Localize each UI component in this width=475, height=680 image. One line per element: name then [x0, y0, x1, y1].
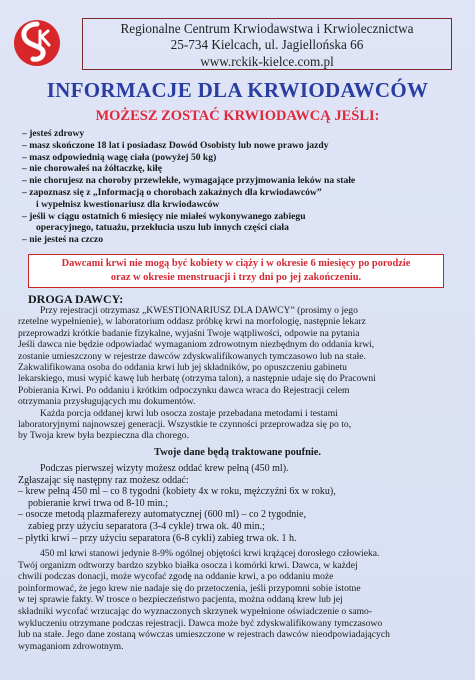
paragraph-blood-volume — [18, 548, 458, 652]
text-line: rzetelne wypełnienie), w laboratorium oddasz próbkę krwi na morfologię, następnie lekarz — [18, 316, 366, 328]
warning-line-1: Dawcami krwi nie mogą być kobiety w ciąży i w okresie 6 miesięcy po porodzie — [61, 258, 411, 269]
list-item: – jeśli w ciągu ostatnich 6 miesięcy nie miałeś wykonywanego zabiegu — [22, 210, 306, 222]
conditions-list — [22, 128, 452, 246]
list-item-continuation: pobieranie krwi trwa od 8-10 min.; — [28, 497, 168, 509]
text-line: laboratoryjnymi najnowszej generacji. Wszystkie te czynności przeprowadza się po to, — [18, 419, 352, 431]
text-line: Zgłaszając się następny raz możesz oddać: — [18, 474, 189, 486]
text-line: zostanie umieszczony w rejestrze dawców zdyskwalifikowanych tymczasowo lub na stałe. — [18, 350, 366, 362]
list-item: – nie chorujesz na choroby przewlekłe, wymagające przyjmowania leków na stałe — [22, 175, 356, 187]
list-item: – jesteś zdrowy — [22, 128, 85, 139]
text-line: Podczas pierwszej wizyty możesz oddać krew pełną (450 ml). — [40, 463, 289, 474]
list-item: – osocze metodą plazmaferezy automatycznej (600 ml) – co 2 tygodnie, — [18, 509, 306, 521]
header-box — [82, 18, 452, 70]
list-item: – nie jesteś na czczo — [22, 234, 103, 246]
text-line: chwili podczas donacji, może wycofać zgodę na oddanie krwi, a po oddaniu może — [18, 571, 334, 583]
warning-box — [28, 254, 444, 288]
text-line: wymaganiom zdrowotnym. — [18, 640, 124, 652]
paragraph-donation-types — [18, 463, 458, 544]
section-heading-droga: DROGA DAWCY: — [28, 292, 124, 306]
text-line: Przy rejestracji otrzymasz „KWESTIONARIUSZ DLA DAWCY” (prosimy o jego — [40, 305, 358, 316]
text-line: by Twoja krew była bezpieczna dla chorego. — [18, 430, 189, 442]
text-line: Pobierania Krwi. Po oddaniu i krótkim odpoczynku dawca wraca do Rejestracji celem — [18, 384, 350, 396]
list-item: – zapoznasz się z „Informacją o chorobach zakaźnych dla krwiodawców” — [22, 186, 322, 198]
paragraph-registration — [18, 305, 458, 442]
header-address: 25-734 Kielcach, ul. Jagiellońska 66 — [170, 37, 364, 53]
list-item: – masz odpowiednią wagę ciała (powyżej 50 kg) — [22, 151, 217, 163]
confidentiality-note: Twoje dane będą traktowane poufnie. — [154, 447, 321, 458]
text-line: w tej sprawie fakty. W trosce o bezpieczeństwo pacjenta, można oddaną krew lub jej — [18, 594, 343, 606]
warning-line-2: oraz w okresie menstruacji i trzy dni po jej zakończeniu. — [110, 271, 362, 283]
text-line: otrzymania przysługujących mu dokumentów. — [18, 396, 196, 408]
list-item-continuation: zabieg przy użyciu separatora (3-4 cykle) trwa ok. 40 min.; — [28, 520, 265, 532]
text-line: poinformować, że jego krew nie nadaje się do przetoczenia, jeśli przypomni sobie istotne — [18, 582, 361, 594]
rckik-logo — [14, 20, 60, 66]
list-item: – nie chorowałeś na żółtaczkę, kiłę — [22, 163, 162, 175]
list-item: – masz skończone 18 lat i posiadasz Dowód Osobisty lub nowe prawo jazdy — [22, 139, 329, 151]
header-website: www.rckik-kielce.com.pl — [200, 53, 334, 69]
page-title: INFORMACJE DLA KRWIODAWCÓW — [46, 78, 429, 102]
text-line: Każda porcja oddanej krwi lub osocza zostaje przebadana metodami i testami — [40, 407, 338, 419]
text-line: 450 ml krwi stanowi jedynie 8-9% ogólnej objętości krwi krążącej dorosłego człowieka. — [40, 548, 380, 559]
list-item-continuation: operacyjnego, tatuażu, przekłucia uszu lub innych części ciała — [36, 222, 289, 234]
text-line: przeprowadzi krótkie badanie fizykalne, wyjaśni Twoje wątpliwości, odpowie na pytania — [18, 327, 360, 339]
text-line: składniki wycofać wrzucając do wyznaczonych skrzynek wypełnione oświadczenie o samo- — [18, 605, 373, 617]
text-line: Zakwalifikowana osoba do oddania krwi lub jej składników, po opuszczeniu gabinetu — [18, 362, 347, 374]
header-line-1: Regionalne Centrum Krwiodawstwa i Krwiolecznictwa — [120, 21, 414, 36]
list-item: – płytki krwi – przy użyciu separatora (6-8 cykli) zabieg trwa ok. 1 h. — [18, 532, 297, 544]
list-item-continuation: i wypełnisz kwestionariusz dla krwiodawców — [36, 198, 220, 210]
text-line: lub na stałe. Jego dane zostaną wówczas umieszczone w rejestrach dawców nieodpowiadających — [18, 629, 390, 641]
text-line: lekarskiego, musi wypić kawę lub herbatę (otrzyma talon), a następnie udaje się do Pracowni — [18, 373, 376, 385]
text-line: Jeśli dawca nie będzie odpowiadać wymaganiom zdrowotnym niezbędnym do oddania krwi, — [18, 339, 375, 351]
list-item: – krew pełną 450 ml – co 8 tygodni (kobiety 4x w roku, mężczyźni 6x w roku), — [18, 486, 336, 498]
text-line: wykluczeniu otrzymane podczas rejestracji. Dawca może być zdyskwalifikowany tymczasowo — [18, 617, 383, 629]
text-line: Twój organizm odtworzy bardzo szybko białka osocza i komórki krwi. Dawca, w każdej — [18, 559, 358, 571]
page-subtitle: MOŻESZ ZOSTAĆ KRWIODAWCĄ JEŚLI: — [95, 108, 380, 124]
